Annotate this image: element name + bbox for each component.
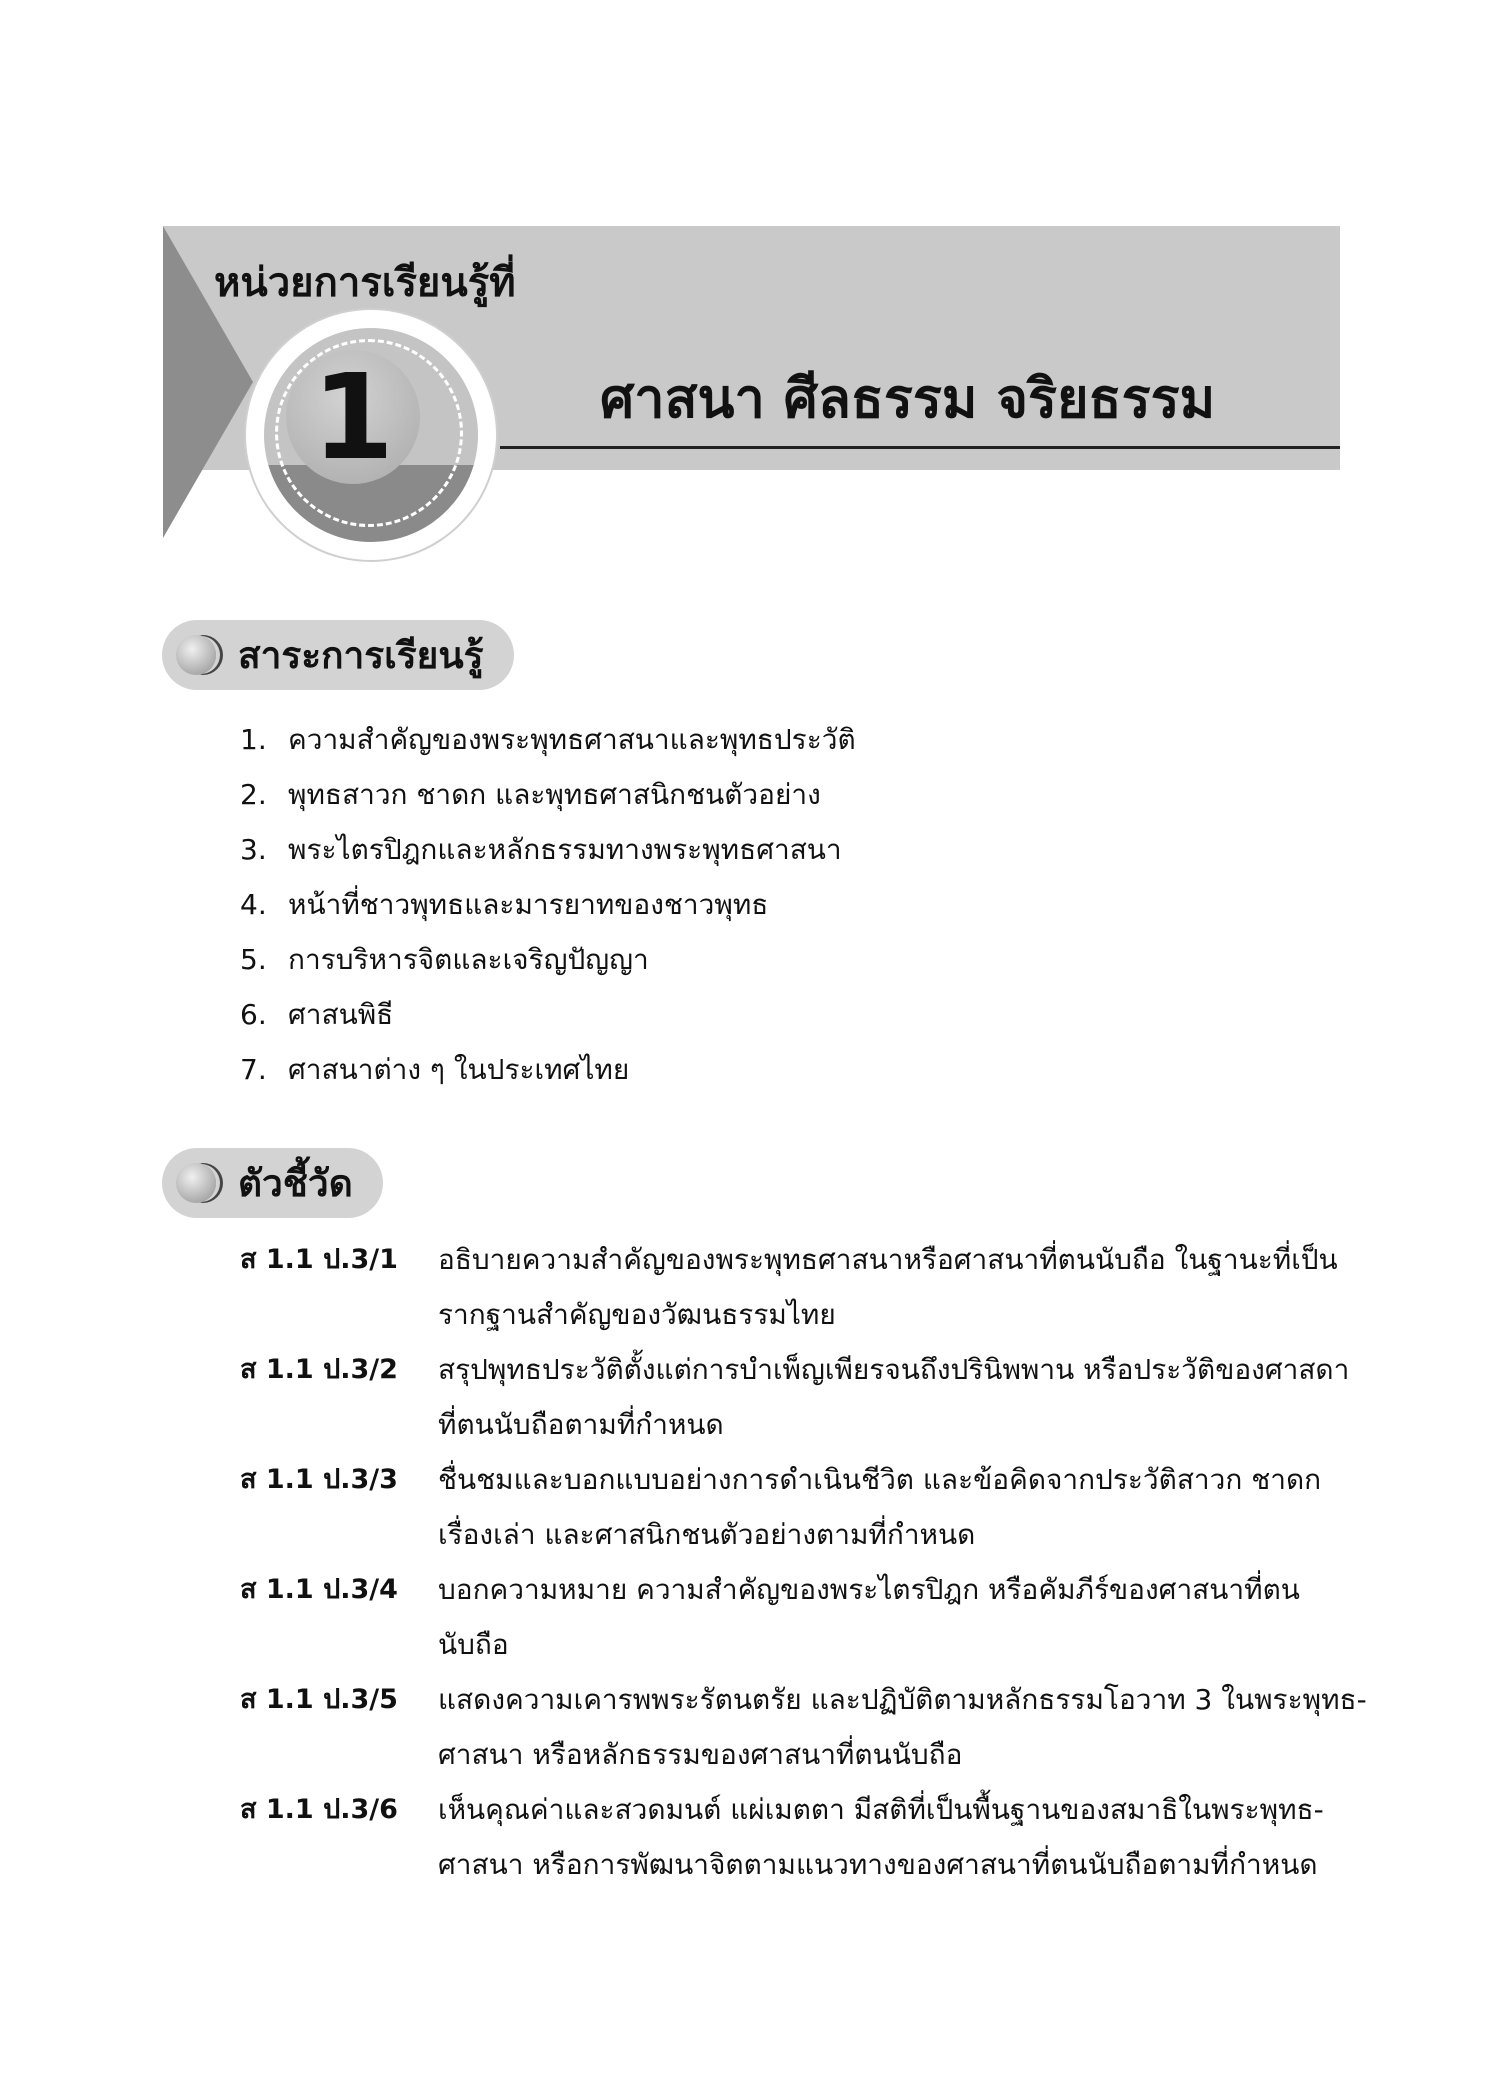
indicator-line: ชื่นชมและบอกแบบอย่างการดำเนินชีวิต และข้อคิดจากประวัติสาวก ชาดก (438, 1463, 1322, 1496)
contents-section-heading (162, 620, 514, 690)
list-item (240, 932, 856, 987)
list-item (240, 767, 856, 822)
contents-list (240, 712, 856, 1097)
indicator-code: ส 1.1 ป.3/3 (240, 1464, 398, 1495)
indicator-line: อธิบายความสำคัญของพระพุทธศาสนาหรือศาสนาที่ตนนับถือ ในฐานะที่เป็น (438, 1243, 1338, 1276)
indicator-line: สรุปพุทธประวัติตั้งแต่การบำเพ็ญเพียรจนถึงปรินิพพาน หรือประวัติของศาสดา (438, 1353, 1350, 1386)
indicators-list (240, 1232, 1367, 1892)
indicator-line: บอกความหมาย ความสำคัญของพระไตรปิฎก หรือคัมภีร์ของศาสนาที่ตน (438, 1573, 1300, 1606)
list-item-number: 7. (240, 1053, 267, 1086)
indicator-line: ที่ตนนับถือตามที่กำหนด (438, 1408, 724, 1441)
list-item-text: ศาสนพิธี (288, 998, 394, 1031)
indicator-line: นับถือ (438, 1628, 509, 1661)
list-item-number: 5. (240, 943, 267, 976)
indicator-row (240, 1672, 1367, 1782)
indicator-line: เห็นคุณค่าและสวดมนต์ แผ่เมตตา มีสติที่เป็นพื้นฐานของสมาธิในพระพุทธ- (438, 1793, 1324, 1826)
list-item-number: 2. (240, 778, 267, 811)
contents-heading-text: สาระการเรียนรู้ (238, 633, 484, 677)
indicator-code: ส 1.1 ป.3/5 (240, 1684, 398, 1715)
unit-label: หน่วยการเรียนรู้ที่ (214, 260, 516, 306)
indicator-text (438, 1782, 1338, 1892)
indicator-row (240, 1342, 1350, 1452)
indicator-line: รากฐานสำคัญของวัฒนธรรมไทย (438, 1298, 836, 1331)
list-item-number: 6. (240, 998, 267, 1031)
indicator-code: ส 1.1 ป.3/6 (240, 1794, 398, 1825)
indicators-heading-text: ตัวชี้วัด (238, 1161, 353, 1205)
list-item-number: 4. (240, 888, 267, 921)
list-item-text: พุทธสาวก ชาดก และพุทธศาสนิกชนตัวอย่าง (288, 778, 821, 811)
badge-inner-circle (286, 350, 420, 484)
indicator-line: เรื่องเล่า และศาสนิกชนตัวอย่างตามที่กำหนด (438, 1518, 976, 1551)
indicator-row (240, 1232, 1340, 1342)
list-item (240, 712, 856, 767)
list-item-text: การบริหารจิตและเจริญปัญญา (288, 943, 649, 976)
indicator-row (240, 1782, 1340, 1892)
list-item-number: 1. (240, 723, 267, 756)
bullet-circle-icon (176, 635, 216, 675)
list-item-text: หน้าที่ชาวพุทธและมารยาทของชาวพุทธ (288, 888, 769, 921)
indicators-section-heading (162, 1148, 383, 1218)
indicator-line: ศาสนา หรือการพัฒนาจิตตามแนวทางของศาสนาที่ตนนับถือตามที่กำหนด (438, 1848, 1318, 1881)
unit-title: ศาสนา ศีลธรรม จริยธรรม (600, 367, 1216, 430)
indicator-line: แสดงความเคารพพระรัตนตรัย และปฏิบัติตามหลักธรรมโอวาท 3 ในพระพุทธ- (438, 1683, 1367, 1716)
indicator-text (438, 1452, 1338, 1562)
list-item (240, 987, 856, 1042)
list-item-text: พระไตรปิฎกและหลักธรรมทางพระพุทธศาสนา (288, 833, 842, 866)
bullet-circle-icon (176, 1163, 216, 1203)
list-item (240, 822, 856, 877)
indicator-text (438, 1672, 1367, 1782)
indicator-text (438, 1342, 1350, 1452)
indicator-line: ศาสนา หรือหลักธรรมของศาสนาที่ตนนับถือ (438, 1738, 963, 1771)
unit-number: 1 (311, 348, 395, 486)
indicator-text (438, 1562, 1338, 1672)
list-item-text: ความสำคัญของพระพุทธศาสนาและพุทธประวัติ (288, 723, 856, 756)
list-item-number: 3. (240, 833, 267, 866)
indicator-code: ส 1.1 ป.3/2 (240, 1354, 398, 1385)
list-item (240, 877, 856, 932)
indicator-code: ส 1.1 ป.3/1 (240, 1244, 398, 1275)
indicator-text (438, 1232, 1338, 1342)
unit-header-rule (500, 446, 1340, 449)
list-item (240, 1042, 856, 1097)
indicator-code: ส 1.1 ป.3/4 (240, 1574, 398, 1605)
indicator-row (240, 1562, 1340, 1672)
list-item-text: ศาสนาต่าง ๆ ในประเทศไทย (288, 1053, 630, 1086)
indicator-row (240, 1452, 1340, 1562)
unit-number-badge (246, 310, 496, 560)
